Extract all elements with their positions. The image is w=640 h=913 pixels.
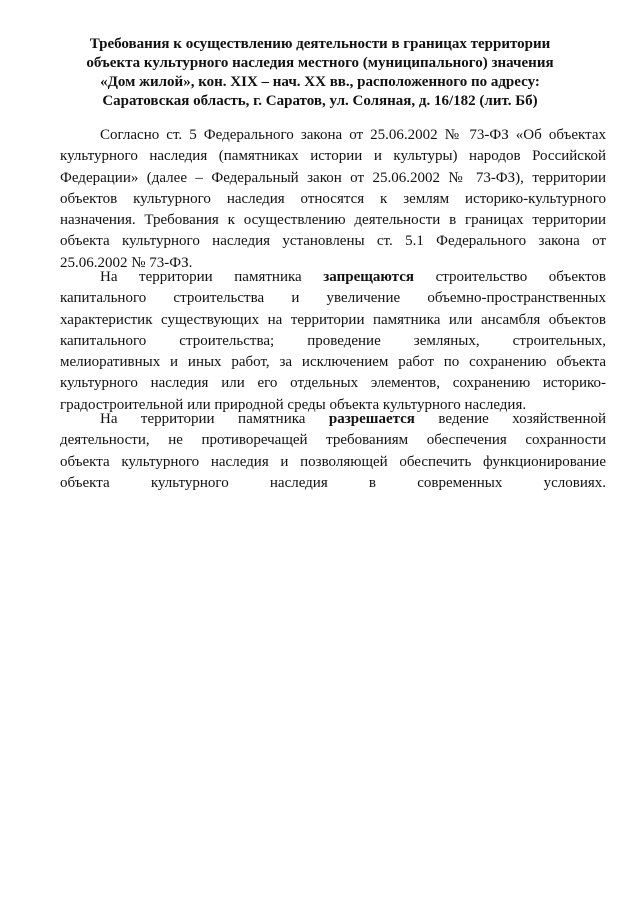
- title-line: Требования к осуществлению деятельности в границах территории: [89, 36, 551, 52]
- paragraph-line: мелиоративных и иных работ, за исключением работ по сохранению объекта: [60, 354, 606, 371]
- title-line: Саратовская область, г. Саратов, ул. Соляная, д. 16/182 (лит. Бб): [102, 93, 538, 109]
- document-title: [60, 35, 580, 111]
- line-text: На территории памятника: [100, 269, 302, 285]
- paragraph-line: капитального строительства и увеличение объемно-пространственных: [60, 290, 606, 307]
- paragraph-line: культурного наследия или его отдельных элементов, сохранению историко-: [60, 375, 606, 392]
- paragraph-line: назначения. Требования к осуществлению деятельности в границах территории: [60, 212, 606, 229]
- paragraph-line: капитального строительства; проведение земляных, строительных,: [60, 332, 606, 349]
- paragraph-first-line: [60, 409, 606, 430]
- paragraph-line: культурного наследия (памятниках истории и культуры) народов Российской: [60, 148, 606, 165]
- paragraph-line: характеристик существующих на территории памятника или ансамбля объектов: [60, 311, 606, 328]
- paragraph-line: деятельности, не противоречащей требованиям обеспечения сохранности: [60, 432, 606, 449]
- paragraph-line: 25.06.2002 № 73-ФЗ.: [60, 254, 193, 271]
- line-text: На территории памятника: [100, 411, 306, 427]
- prohibited-keyword: запрещаются: [323, 269, 414, 285]
- title-line: «Дом жилой», кон. XIX – нач. XX вв., расположенного по адресу:: [100, 74, 540, 90]
- paragraph-allowed: [60, 409, 606, 494]
- paragraph-line: градостроительной или природной среды объекта культурного наследия.: [60, 396, 527, 413]
- paragraph-line: Федерации» (далее – Федеральный закон от 25.06.2002 № 73-ФЗ), территории: [60, 169, 606, 186]
- paragraph-line: Согласно ст. 5 Федерального закона от 25.06.2002 № 73-ФЗ «Об объектах: [100, 127, 606, 143]
- paragraph-prohibited: [60, 267, 606, 416]
- paragraph-line: объекта культурного наследия и позволяющей обеспечить функционирование: [60, 453, 606, 470]
- line-text: ведение хозяйственной: [438, 411, 607, 427]
- paragraph-line: объекта культурного наследия в современных условиях.: [60, 474, 606, 491]
- paragraph-legal-basis: [60, 125, 606, 274]
- line-text: строительство объектов: [435, 269, 607, 285]
- paragraph-first-line: [60, 267, 606, 288]
- title-line: объекта культурного наследия местного (муниципального) значения: [86, 55, 554, 71]
- paragraph-line: объекта культурного наследия установлены ст. 5.1 Федерального закона от: [60, 233, 606, 250]
- paragraph-line: объектов культурного наследия относятся к землям историко-культурного: [60, 190, 606, 207]
- allowed-keyword: разрешается: [328, 411, 415, 427]
